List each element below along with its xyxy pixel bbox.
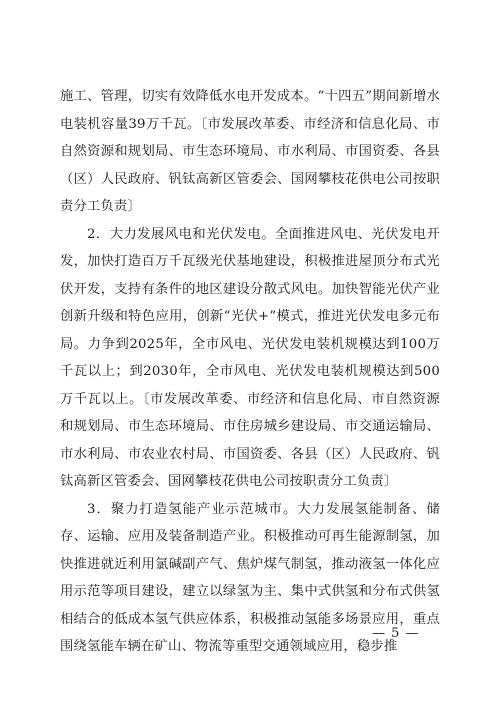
page-number: — 5 — — [372, 626, 420, 641]
paragraph-wind-solar: 2．大力发展风电和光伏发电。全面推进风电、光伏发电开发，加快打造百万千瓦级光伏基地建设，积极推进屋顶分布式光伏开发，支持有条件的地区建设分散式风电。加快智能光伏产业创新升级和特色应用，创新“光伏+”模式，推进光伏发电多元布局。力争到2025年，全市风电、光伏发电装机规模达到100万千瓦以上；到2030年，全市风电、光伏发电装机规模达到500万千瓦以上。〔市发展改革委、市经济和信息化局、市自然资源和规划局、市生态环境局、市住房城乡建设局、市交通运输局、市水利局、市农业农村局、市国资委、各县（区）人民政府、钒钛高新区管委会、国网攀枝花供电公司按职责分工负责〕 — [60, 226, 440, 489]
paragraph-hydropower-continuation: 施工、管理，切实有效降低水电开发成本。“十四五”期间新增水电装机容量39万千瓦。〔市发展改革委、市经济和信息化局、市自然资源和规划局、市生态环境局、市水利局、市国资委、各县（区）人民政府、钒钛高新区管委会、国网攀枝花供电公司按职责分工负责〕 — [60, 89, 440, 214]
document-body — [60, 83, 440, 661]
paragraph-hydrogen: 3．聚力打造氢能产业示范城市。大力发展氢能制备、储存、运输、应用及装备制造产业。积极推动可再生能源制氢，加快推进就近利用氯碱副产气、焦炉煤气制氢，推动液氢一体化应用示范等项目建设，建立以绿氢为主、集中式供氢和分布式供氢相结合的低成本氢气供应体系，积极推动氢能多场景应用，重点围绕氢能车辆在矿山、物流等重型交通领域应用，稳步推 — [60, 501, 440, 654]
